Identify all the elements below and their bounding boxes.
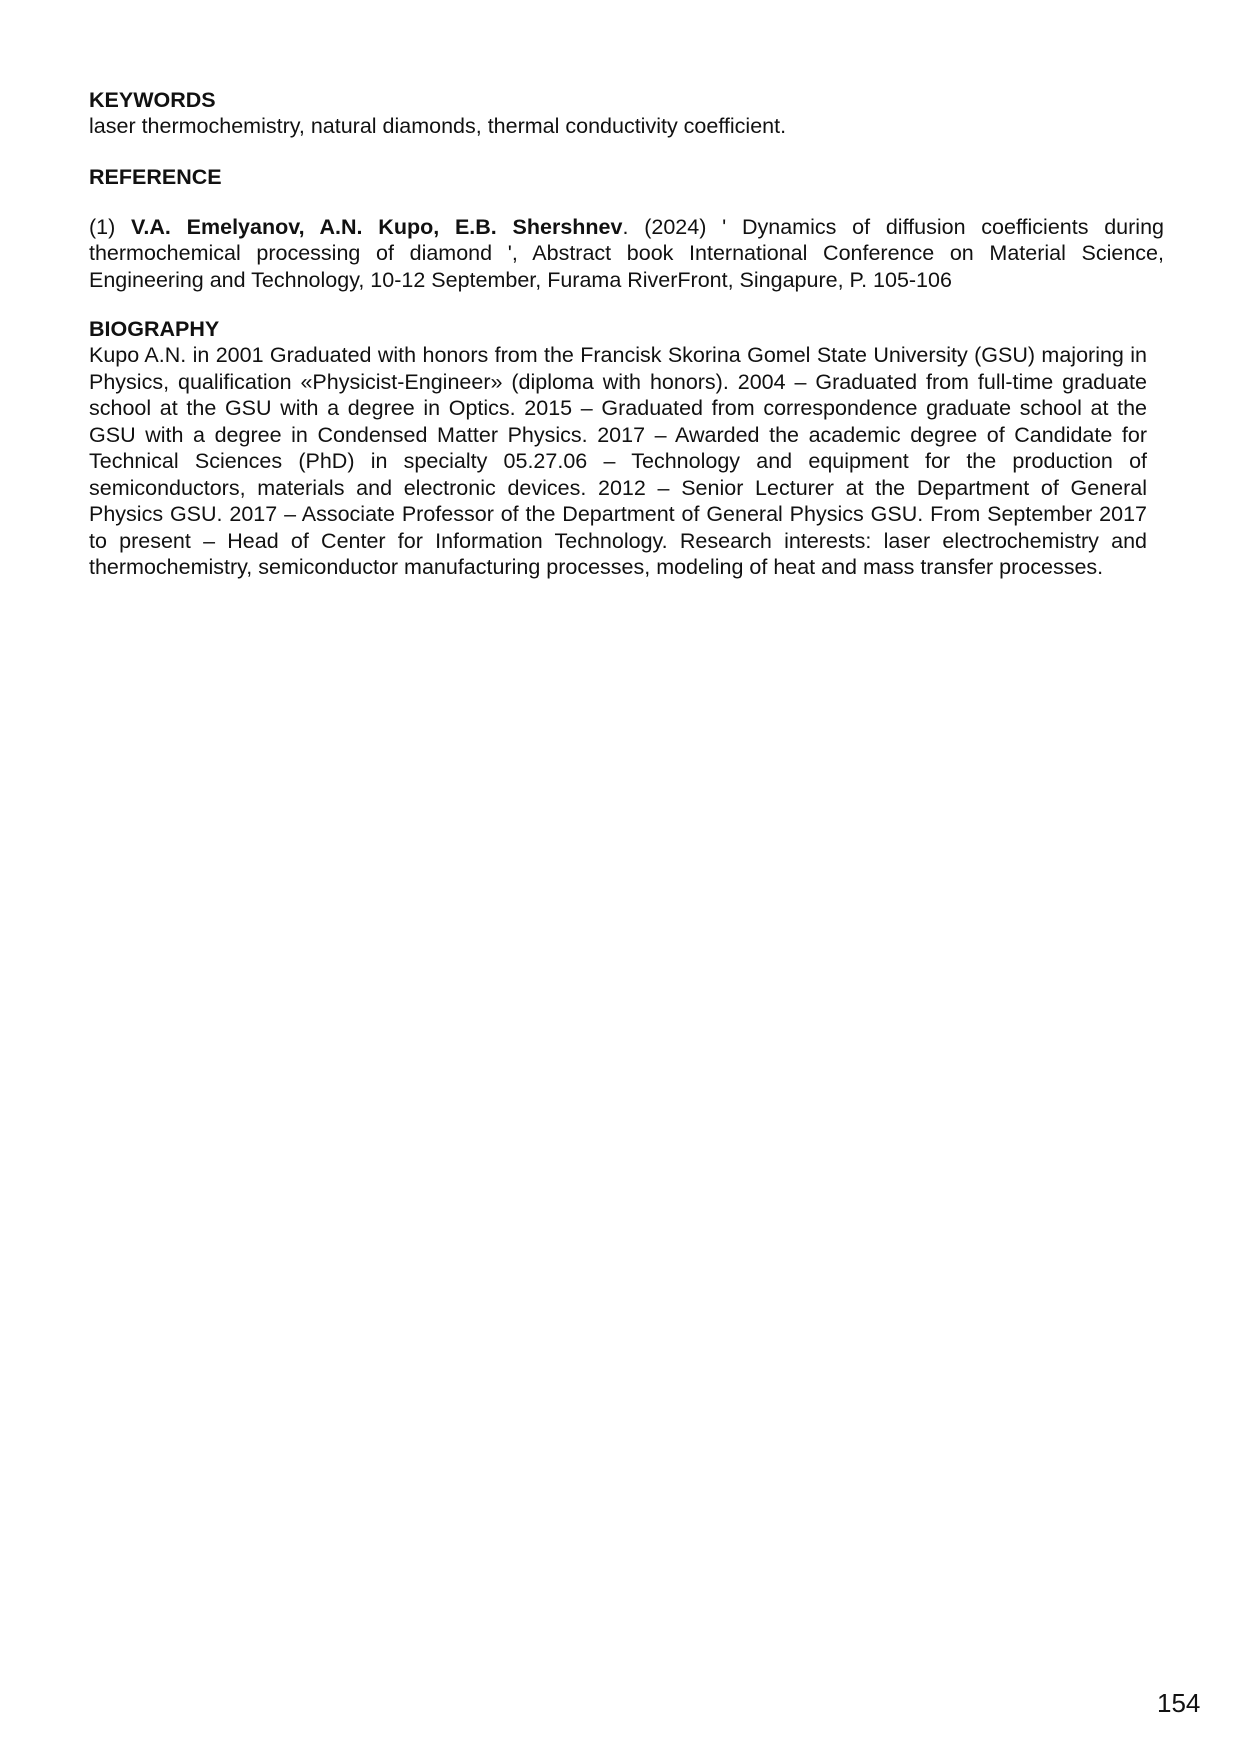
reference-section — [89, 164, 1164, 294]
reference-heading: REFERENCE — [89, 164, 222, 189]
reference-item — [89, 214, 1164, 294]
keywords-section — [89, 87, 1164, 140]
biography-text: Kupo A.N. in 2001 Graduated with honors from the Francisk Skorina Gomel State University (GSU) majoring in Physics, qualification «Physicist-Engineer» (diploma with honors). 2004 – Graduated from full-time graduate school at the GSU with a degree in Optics. 2015 – Graduated from correspondence graduate school at the GSU with a degree in Condensed Matter Physics. 2017 – Awarded the academic degree of Candidate for Technical Sciences (PhD) in specialty 05.27.06 – Technology and equipment for the production of semiconductors, materials and electronic devices. 2012 – Senior Lecturer at the Department of General Physics GSU. 2017 – Associate Professor of the Department of General Physics GSU. From September 2017 to present – Head of Center for Information Technology. Research interests: laser electrochemistry and thermochemistry, semiconductor manufacturing processes, modeling of heat and mass transfer processes. — [89, 343, 1147, 579]
page-content — [89, 87, 1164, 581]
reference-details: . (2024) ' Dynamics of diffusion coefficients during thermochemical processing of diamond ', Abstract book International Conference on Material Science, Engineering and Technology, 10-12 September, Furama RiverFront, Singapure, P. 105-106 — [89, 214, 1164, 292]
reference-number: (1) — [89, 214, 116, 239]
keywords-heading: KEYWORDS — [89, 88, 216, 112]
biography-section — [89, 316, 1164, 581]
page-number: 154 — [1157, 1688, 1201, 1718]
biography-heading: BIOGRAPHY — [89, 317, 220, 341]
keywords-text: laser thermochemistry, natural diamonds, thermal conductivity coefficient. — [89, 114, 787, 138]
reference-authors: V.A. Emelyanov, A.N. Kupo, E.B. Shershnev — [131, 214, 623, 239]
